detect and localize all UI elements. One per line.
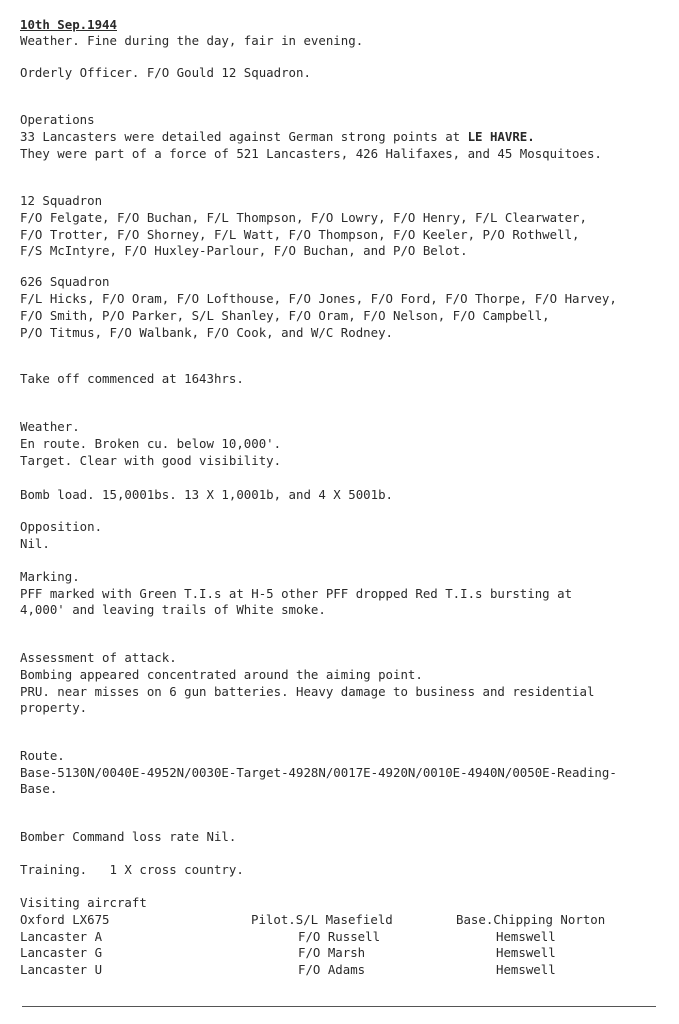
visiting-aircraft-heading: Visiting aircraft (20, 895, 147, 910)
visiting-aircraft-pilot: F/O Marsh (298, 945, 366, 960)
visiting-aircraft-name: Lancaster U (20, 962, 103, 977)
squadron-626-heading: 626 Squadron (20, 274, 110, 289)
visiting-aircraft-pilot: F/O Adams (298, 962, 366, 977)
assessment-line: property. (20, 700, 88, 715)
visiting-aircraft-name: Lancaster A (20, 929, 103, 944)
squadron-12-crew-line: F/S McIntyre, F/O Huxley-Parlour, F/O Buchan, and P/O Belot. (20, 243, 468, 258)
operations-line-2: They were part of a force of 521 Lancasters, 426 Halifaxes, and 45 Mosquitoes. (20, 146, 602, 161)
visiting-aircraft-base: Base.Chipping Norton (456, 912, 606, 927)
assessment-line: Bombing appeared concentrated around the aiming point. (20, 667, 423, 682)
visiting-aircraft-name: Oxford LX675 (20, 912, 110, 927)
operations-target: LE HAVRE. (467, 129, 535, 144)
route-heading: Route. (20, 748, 65, 763)
marking-line: PFF marked with Green T.I.s at H-5 other PFF dropped Red T.I.s bursting at (20, 586, 573, 601)
marking-heading: Marking. (20, 569, 80, 584)
opposition-value: Nil. (20, 536, 50, 551)
squadron-626-crew-line: F/L Hicks, F/O Oram, F/O Lofthouse, F/O Jones, F/O Ford, F/O Thorpe, F/O Harvey, (20, 291, 617, 306)
footer-divider (22, 1006, 656, 1007)
squadron-12-crew-line: F/O Trotter, F/O Shorney, F/L Watt, F/O Thompson, F/O Keeler, P/O Rothwell, (20, 227, 580, 242)
squadron-12-heading: 12 Squadron (20, 193, 103, 208)
route-line: Base. (20, 781, 58, 796)
visiting-aircraft-pilot: Pilot.S/L Masefield (251, 912, 393, 927)
marking-line: 4,000' and leaving trails of White smoke. (20, 602, 326, 617)
training: Training. 1 X cross country. (20, 862, 244, 877)
visiting-aircraft-base: Hemswell (496, 962, 556, 977)
weather-summary: Weather. Fine during the day, fair in evening. (20, 33, 364, 48)
bomb-load: Bomb load. 15,0001bs. 13 X 1,0001b, and 4 X 5001b. (20, 487, 393, 502)
visiting-aircraft-pilot: F/O Russell (298, 929, 381, 944)
route-line: Base-5130N/0040E-4952N/0030E-Target-4928N/0017E-4920N/0010E-4940N/0050E-Reading- (20, 765, 617, 780)
loss-rate: Bomber Command loss rate Nil. (20, 829, 237, 844)
operations-line-1-text: 33 Lancasters were detailed against German strong points at (20, 129, 468, 144)
takeoff-time: Take off commenced at 1643hrs. (20, 371, 244, 386)
visiting-aircraft-base: Hemswell (496, 945, 556, 960)
visiting-aircraft-name: Lancaster G (20, 945, 103, 960)
weather-heading: Weather. (20, 419, 80, 434)
visiting-aircraft-base: Hemswell (496, 929, 556, 944)
weather-en-route: En route. Broken cu. below 10,000'. (20, 436, 282, 451)
entry-date: 10th Sep.1944 (20, 17, 117, 32)
weather-target: Target. Clear with good visibility. (20, 453, 282, 468)
squadron-626-crew-line: F/O Smith, P/O Parker, S/L Shanley, F/O Oram, F/O Nelson, F/O Campbell, (20, 308, 550, 323)
orderly-officer: Orderly Officer. F/O Gould 12 Squadron. (20, 65, 311, 80)
squadron-626-crew-line: P/O Titmus, F/O Walbank, F/O Cook, and W/C Rodney. (20, 325, 393, 340)
squadron-12-crew-line: F/O Felgate, F/O Buchan, F/L Thompson, F/O Lowry, F/O Henry, F/L Clearwater, (20, 210, 587, 225)
assessment-line: PRU. near misses on 6 gun batteries. Heavy damage to business and residential (20, 684, 595, 699)
operations-heading: Operations (20, 112, 95, 127)
operations-line-1 (20, 129, 535, 145)
opposition-heading: Opposition. (20, 519, 103, 534)
assessment-heading: Assessment of attack. (20, 650, 177, 665)
